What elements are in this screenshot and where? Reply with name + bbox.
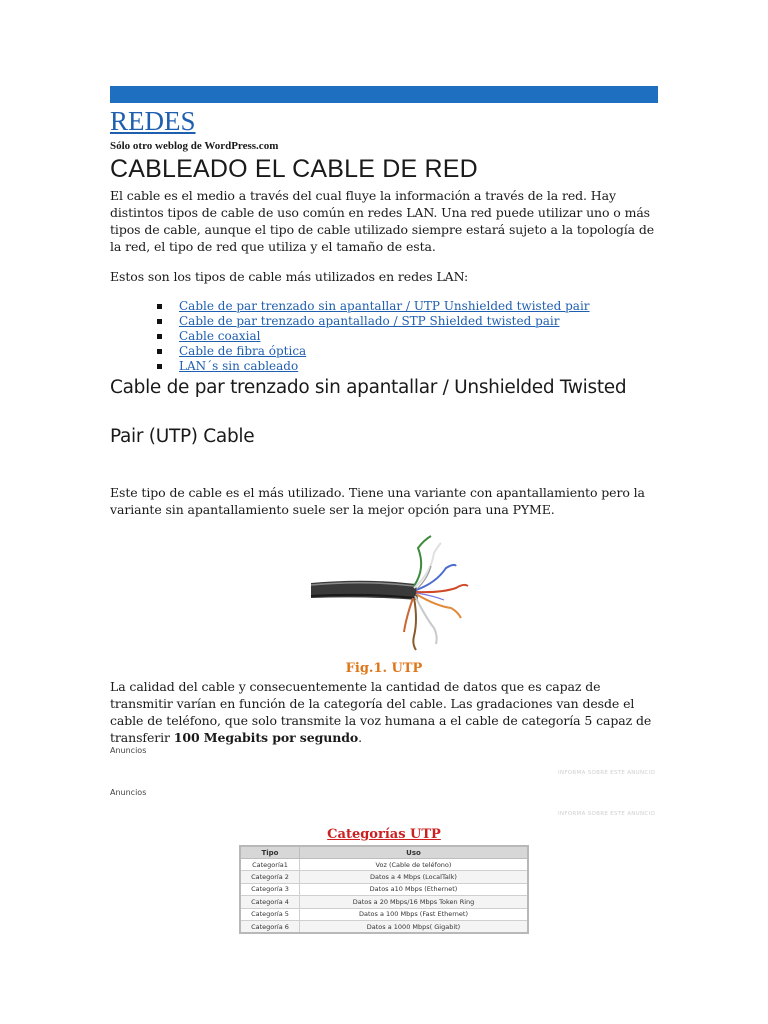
cell-use: Datos a10 Mbps (Ethernet)	[300, 883, 529, 895]
table-header-row	[240, 846, 528, 859]
quality-end: .	[358, 730, 362, 745]
header-bar	[110, 86, 658, 103]
table-row	[240, 920, 528, 933]
header-tipo: Tipo	[240, 846, 300, 859]
post-title: CABLEADO EL CABLE DE RED	[110, 155, 478, 183]
bullet-icon	[157, 349, 162, 354]
utp-table-title: Categorías UTP	[327, 827, 441, 842]
cell-use: Voz (Cable de teléfono)	[300, 859, 529, 871]
report-ad-link[interactable]: INFORMA SOBRE ESTE ANUNCIO	[558, 811, 656, 817]
quality-bold: 100 Megabits por segundo	[173, 730, 359, 745]
bullet-icon	[157, 364, 162, 369]
table-row	[240, 896, 528, 908]
utp-cable-image	[306, 528, 476, 658]
list-item	[157, 299, 590, 314]
link-stp[interactable]: Cable de par trenzado apantallado / STP Shielded twisted pair	[179, 314, 560, 328]
cell-type: Categoría 2	[240, 871, 300, 883]
link-utp[interactable]: Cable de par trenzado sin apantallar / UTP Unshielded twisted pair	[179, 299, 590, 313]
table-row	[240, 883, 528, 895]
ads-label: Anuncios	[110, 788, 147, 797]
ads-label: Anuncios	[110, 746, 147, 755]
cell-type: Categoría1	[240, 859, 300, 871]
table-row	[240, 871, 528, 883]
list-intro: Estos son los tipos de cable más utilizados en redes LAN:	[110, 269, 469, 284]
bullet-icon	[157, 304, 162, 309]
cell-use: Datos a 20 Mbps/16 Mbps Token Ring	[300, 896, 529, 908]
cell-use: Datos a 100 Mbps (Fast Ethernet)	[300, 908, 529, 920]
bullet-icon	[157, 319, 162, 324]
site-title[interactable]: REDES	[110, 106, 196, 136]
table-row	[240, 859, 528, 871]
list-item	[157, 314, 590, 329]
site-tagline: Sólo otro weblog de WordPress.com	[110, 140, 279, 152]
utp-categories-table	[239, 845, 529, 934]
list-item	[157, 344, 590, 359]
report-ad-link[interactable]: INFORMA SOBRE ESTE ANUNCIO	[558, 770, 656, 776]
figure-caption: Fig.1. UTP	[345, 661, 423, 676]
cell-use: Datos a 4 Mbps (LocalTalk)	[300, 871, 529, 883]
section-heading-line2: Pair (UTP) Cable	[110, 426, 255, 447]
cell-use: Datos a 1000 Mbps( Gigabit)	[300, 920, 529, 933]
link-coaxial[interactable]: Cable coaxial	[179, 329, 261, 343]
cell-type: Categoría 6	[240, 920, 300, 933]
quality-text: La calidad del cable y consecuentemente la cantidad de datos que es capaz de transmitir varían en función de la categoría del cable. Las gradaciones van desde el cable de teléfono, que solo transmite la voz humana a el cable de categoría 5 capaz de transferir	[110, 679, 652, 745]
link-fiber[interactable]: Cable de fibra óptica	[179, 344, 307, 358]
cell-type: Categoría 3	[240, 883, 300, 895]
cell-type: Categoría 5	[240, 908, 300, 920]
cell-type: Categoría 4	[240, 896, 300, 908]
intro-paragraph: El cable es el medio a través del cual fluye la información a través de la red. Hay distintos tipos de cable de uso común en redes LAN. Una red puede utilizar uno o más tipos de cable, aunque el tipo de cable utilizado siempre estará sujeto a la topología de la red, el tipo de red que utiliza y el tamaño de esta.	[110, 188, 655, 254]
list-item	[157, 329, 590, 344]
quality-paragraph	[110, 678, 658, 746]
header-uso: Uso	[300, 846, 529, 859]
bullet-icon	[157, 334, 162, 339]
section-heading-line1: Cable de par trenzado sin apantallar / Unshielded Twisted	[110, 377, 627, 398]
list-item	[157, 359, 590, 374]
cable-types-list	[157, 299, 590, 374]
utp-description: Este tipo de cable es el más utilizado. Tiene una variante con apantallamiento pero la variante sin apantallamiento suele ser la mejor opción para una PYME.	[110, 485, 645, 517]
link-wireless[interactable]: LAN´s sin cableado	[179, 359, 299, 373]
table-row	[240, 908, 528, 920]
